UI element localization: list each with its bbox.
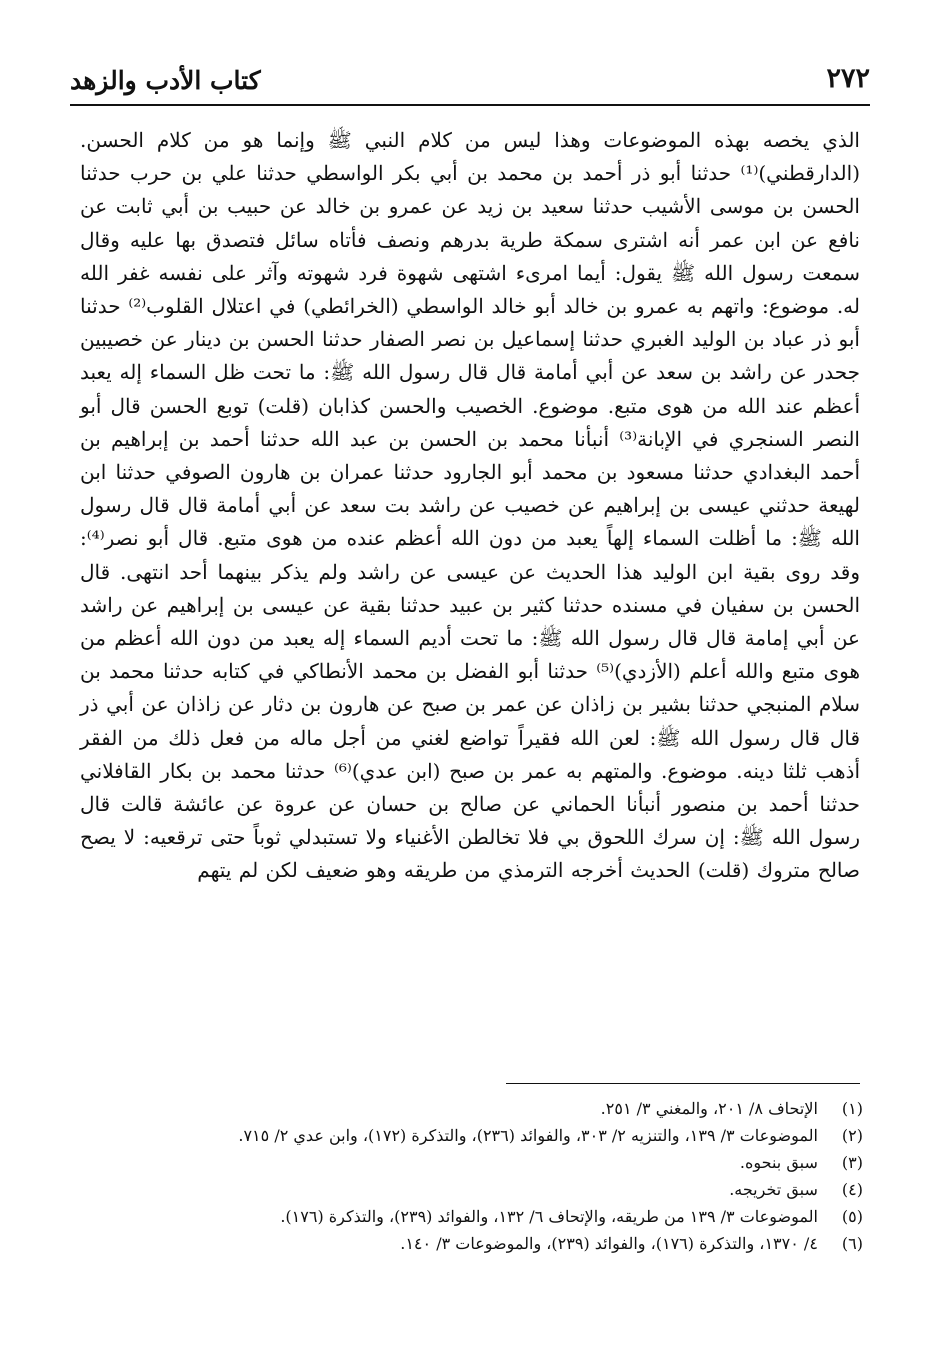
running-title: كتاب الأدب والزهد (70, 66, 261, 95)
footnote-text: سبق تخريجه. (729, 1180, 818, 1199)
page-header (70, 58, 870, 106)
page-number: ٢٧٢ (826, 63, 870, 94)
footnote-number: (٥) (841, 1207, 863, 1226)
main-text (80, 124, 860, 888)
footnote-text: الإتحاف ٨/ ٢٠١، والمغني ٣/ ٢٥١. (600, 1099, 818, 1118)
footnote-separator (506, 1083, 860, 1084)
footnote-number: (٦) (841, 1234, 863, 1253)
footnote-3 (88, 1149, 863, 1176)
footnote-number: (٣) (841, 1153, 863, 1172)
footnote-5 (88, 1203, 863, 1230)
footnote-text: سبق بنحوه. (739, 1153, 818, 1172)
footnote-1 (88, 1095, 863, 1122)
footnote-4 (88, 1176, 863, 1203)
footnote-text: الموضوعات ٣/ ١٣٩، والتنزيه ٢/ ٣٠٣، والفوائد (٢٣٦)، والتذكرة (١٧٢)، وابن عدي ٢/ ٧١٥. (238, 1126, 818, 1145)
footnote-text: الموضوعات ٣/ ١٣٩ من طريقه، والإتحاف ٦/ ١٣٢، والفوائد (٢٣٩)، والتذكرة (١٧٦). (280, 1207, 818, 1226)
footnote-number: (٤) (841, 1180, 863, 1199)
footnote-number: (١) (841, 1099, 863, 1118)
main-paragraph: الذي يخصه بهذه الموضوعات وهذا ليس من كلام النبي ﷺ وإنما هو من كلام الحسن. (الدارقطني)⁽¹⁾ حدثنا أبو ذر أحمد بن محمد بن أبي بكر الواسطي حدثنا علي بن حرب حدثنا الحسن بن موسى الأشيب حدثنا سعيد بن زيد عن عمرو بن خالد عن حبيب بن أبي ثابت عن نافع عن ابن عمر أنه اشترى سمكة طرية بدرهم ونصف فأتاه سائل فتصدق بها عليه وقال سمعت رسول الله ﷺ يقول: أيما امرىء اشتهى شهوة فرد شهوته وآثر على نفسه غفر الله له. موضوع: واتهم به عمرو بن خالد أبو خالد الواسطي (الخرائطي) في اعتلال القلوب⁽²⁾ حدثنا أبو ذر عباد بن الوليد الغبري حدثنا إسماعيل بن نصر الصفار حدثنا الحسن بن دينار عن خصيبين جحدر عن راشد بن سعد عن أبي أمامة قال قال رسول الله ﷺ: ما تحت ظل السماء إله يعبد أعظم عند الله من هوى متبع. موضوع. الخصيب والحسن كذابان (قلت) توبع الحسن قال أبو النصر السنجري في الإبانة⁽³⁾ أنبأنا محمد بن الحسن بن عبد الله حدثنا أحمد بن إبراهيم بن أحمد البغدادي حدثنا مسعود بن محمد أبو الجارود حدثنا عمران بن هارون الصوفي حدثنا ابن لهيعة حدثني عيسى بن إبراهيم عن خصيب عن راشد بت سعد عن أبي أمامة قال قال رسول الله ﷺ: ما أظلت السماء إلهاً يعبد من دون الله أعظم عنده من هوى متبع. قال أبو نصر⁽⁴⁾: وقد روى بقية ابن الوليد هذا الحديث عن عيسى عن راشد ولم يذكر بينهما أحد انتهى. قال الحسن بن سفيان في مسنده حدثنا كثير بن عبيد حدثنا بقية عن عيسى بن إبراهيم عن راشد عن أبي إمامة قال قال رسول الله ﷺ: ما تحت أديم السماء إله يعبد من دون الله أعظم من هوى متبع والله أعلم (الأزدي)⁽⁵⁾ حدثنا أبو الفضل بن محمد الأنطاكي في كتابه حدثنا محمد بن سلام المنبجي حدثنا بشير بن زاذان عن عمر بن صبح عن هارون بن دثار عن زاذان عن أبي ذر قال قال رسول الله ﷺ: لعن الله فقيراً تواضع لغني من أجل ماله من فعل ذلك من الفقر أذهب ثلثا دينه. موضوع. والمتهم به عمر بن صبح (ابن عدي)⁽⁶⁾ حدثنا محمد بن بكار القافلاني حدثنا أحمد بن منصور أنبأنا الحماني عن صالح بن حسان عن عروة عن عائشة قالت قال رسول الله ﷺ: إن سرك اللحوق بي فلا تخالطن الأغنياء ولا تستبدلي ثوباً حتى ترقعيه: لا يصح صالح متروك (قلت) الحديث أخرجه الترمذي من طريقه وهو ضعيف لكن لم يتهم (80, 128, 861, 883)
footnote-2 (88, 1122, 863, 1149)
footnotes (88, 1095, 863, 1257)
footnote-text: ٤/ ١٣٧٠، والتذكرة (١٧٦)، والفوائد (٢٣٩)، والموضوعات ٣/ ١٤٠. (400, 1234, 818, 1253)
footnote-6 (88, 1230, 863, 1257)
footnote-number: (٢) (841, 1126, 863, 1145)
header-rule (70, 104, 870, 106)
